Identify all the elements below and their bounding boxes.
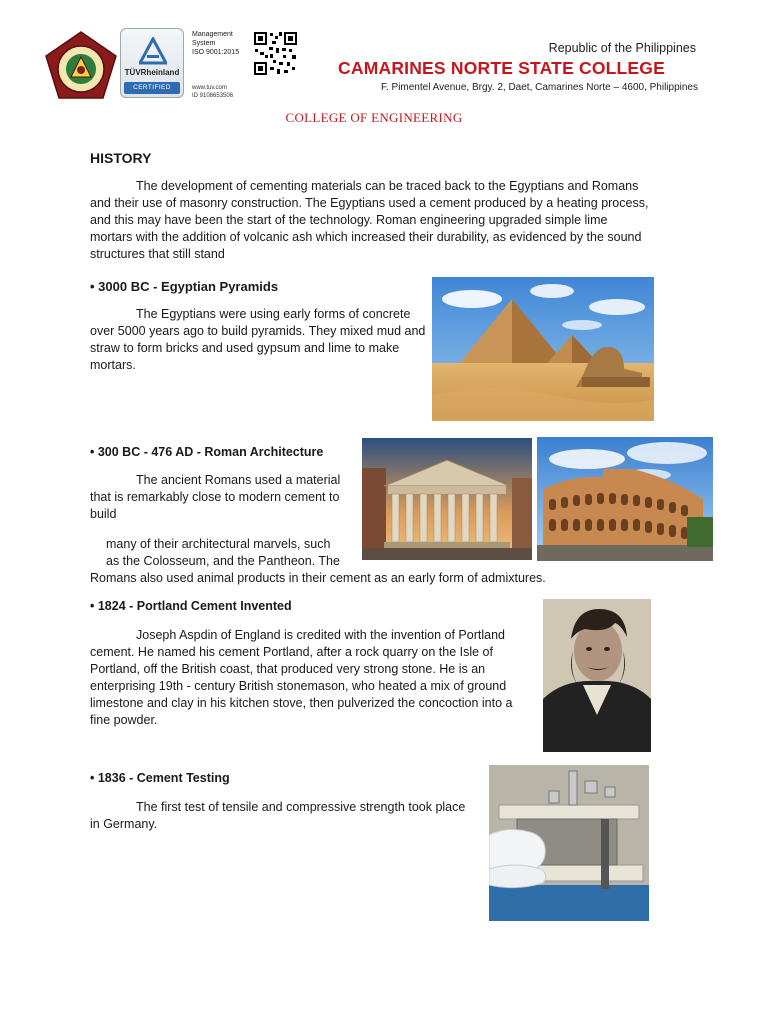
section-heading-testing: • 1836 - Cement Testing [90, 771, 230, 785]
tuv-name: TÜVRheinland [124, 68, 180, 77]
egyptian-pyramids-image [432, 277, 654, 421]
section-text-egypt: The Egyptians were using early forms of concrete over 5000 years ago to build pyramids. They mixed mud and straw to form bricks and used gypsum and lime to make mortars. [90, 307, 426, 372]
section-text-rome-b2: as the Colosseum, and the Pantheon. The [106, 554, 340, 568]
section-heading-rome: • 300 BC - 476 AD - Roman Architecture [90, 445, 324, 459]
department-name: COLLEGE OF ENGINEERING [285, 110, 463, 125]
republic-label: Republic of the Philippines [548, 41, 696, 55]
section-heading-portland: • 1824 - Portland Cement Invented [90, 599, 292, 613]
management-system-text [192, 30, 239, 57]
tuv-certified-label: CERTIFIED [124, 82, 180, 94]
qr-code [253, 31, 298, 76]
cert-web: www.tuv.com [192, 85, 227, 91]
cert-line-1: Management [192, 31, 233, 38]
college-address: F. Pimentel Avenue, Brgy. 2, Daet, Camarines Norte – 4600, Philippines [380, 82, 698, 93]
pantheon-image [362, 438, 532, 560]
intro-paragraph: The development of cementing materials can be traced back to the Egyptians and Romans and their use of masonry construction. The Egyptians used a cement produced by a heating process, and this may have been the start of the technology. Roman engineering upgraded simple lime mortars with the addition of volcanic ash which increased their durability, as evidenced by the sound structures that still stand [90, 179, 649, 261]
section-text-rome-a: The ancient Romans used a material that is remarkably close to modern cement to build [90, 473, 341, 521]
section-text-rome-b1: many of their architectural marvels, such [106, 537, 331, 551]
certification-web-text [192, 84, 233, 100]
cert-line-2: System [192, 40, 216, 47]
cert-line-3: ISO 9001:2015 [192, 49, 240, 56]
colosseum-image [537, 437, 713, 561]
section-heading-egypt: • 3000 BC - Egyptian Pyramids [90, 279, 279, 294]
tuv-certification-badge [120, 28, 184, 98]
section-text-testing: The first test of tensile and compressive strength took place in Germany. [90, 800, 466, 831]
joseph-aspdin-portrait [543, 599, 651, 752]
cert-id: ID 9108653506 [192, 93, 234, 99]
college-name: CAMARINES NORTE STATE COLLEGE [338, 58, 665, 78]
section-text-rome-b3: Romans also used animal products in their cement as an early form of admixtures. [90, 571, 546, 585]
college-seal-logo [44, 30, 118, 102]
cement-testing-image [489, 765, 649, 921]
tuv-triangle-icon [139, 37, 167, 65]
page-title: HISTORY [90, 150, 152, 166]
section-text-portland: Joseph Aspdin of England is credited with the invention of Portland cement. He named his cement Portland, after a rock quarry on the Isle of Portland, off the British coast, that produced very strong stone. He is an enterprising 19th - century British stonemason, who heated a mix of ground limestone and clay in his kitchen stove, then pulverized the concoction into a fine powder. [90, 628, 513, 727]
